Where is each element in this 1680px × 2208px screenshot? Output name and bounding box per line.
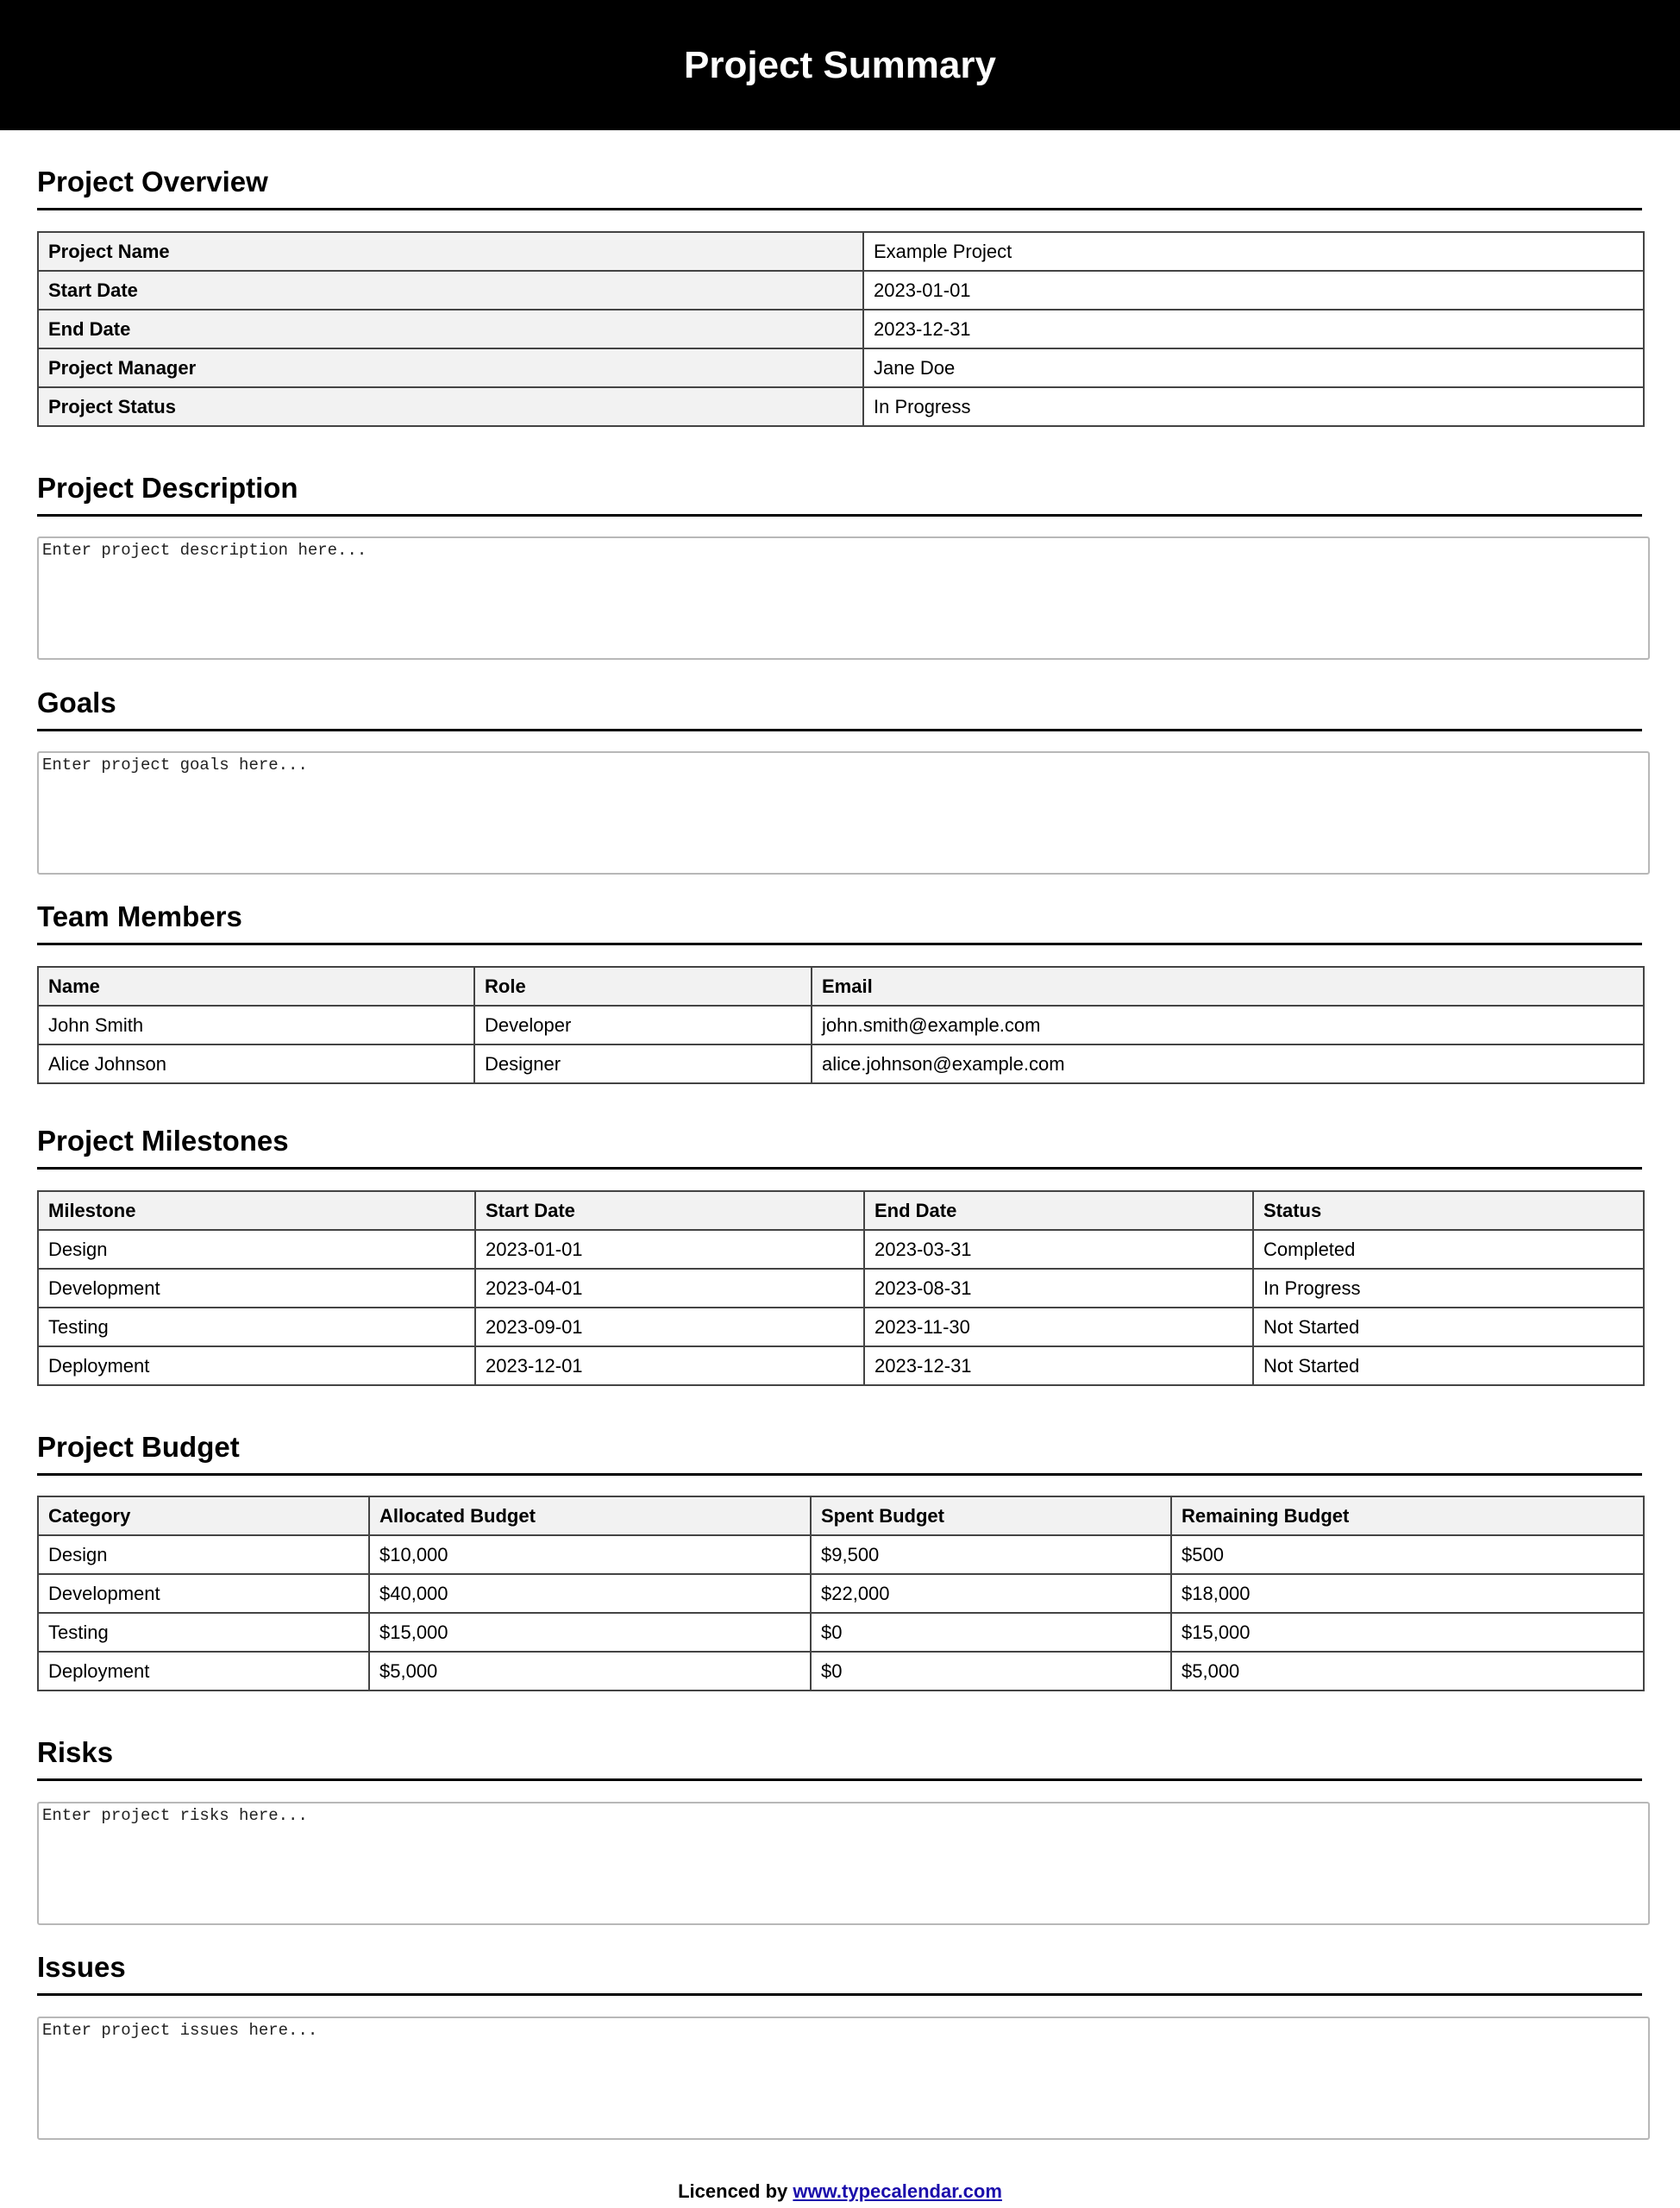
column-header: Milestone (38, 1191, 475, 1230)
table-row (38, 1574, 1644, 1613)
overview-label: Project Status (38, 387, 863, 426)
risks-textarea[interactable] (37, 1802, 1650, 1925)
table-header-row (38, 1496, 1644, 1535)
footer-link[interactable]: www.typecalendar.com (793, 2180, 1002, 2202)
column-header: End Date (864, 1191, 1253, 1230)
column-header: Email (812, 967, 1644, 1006)
member-email: alice.johnson@example.com (812, 1044, 1644, 1083)
table-row (38, 310, 1644, 348)
milestone-end: 2023-12-31 (864, 1346, 1253, 1385)
budget-spent: $9,500 (811, 1535, 1171, 1574)
milestone-start: 2023-12-01 (475, 1346, 864, 1385)
milestone-start: 2023-04-01 (475, 1269, 864, 1308)
overview-heading: Project Overview (37, 165, 1642, 210)
budget-remaining: $5,000 (1171, 1652, 1644, 1690)
budget-category: Development (38, 1574, 369, 1613)
issues-textarea[interactable] (37, 2017, 1650, 2140)
milestone-start: 2023-09-01 (475, 1308, 864, 1346)
overview-value: Jane Doe (863, 348, 1644, 387)
member-role: Developer (474, 1006, 812, 1044)
overview-label: End Date (38, 310, 863, 348)
overview-value: In Progress (863, 387, 1644, 426)
table-row (38, 1269, 1644, 1308)
column-header: Spent Budget (811, 1496, 1171, 1535)
budget-table (37, 1496, 1645, 1691)
goals-heading: Goals (37, 686, 1642, 731)
budget-allocated: $40,000 (369, 1574, 811, 1613)
budget-allocated: $10,000 (369, 1535, 811, 1574)
overview-value: 2023-12-31 (863, 310, 1644, 348)
team-heading: Team Members (37, 900, 1642, 945)
table-header-row (38, 967, 1644, 1006)
budget-heading: Project Budget (37, 1430, 1642, 1476)
budget-allocated: $15,000 (369, 1613, 811, 1652)
page-title: Project Summary (684, 43, 996, 86)
budget-remaining: $15,000 (1171, 1613, 1644, 1652)
column-header: Role (474, 967, 812, 1006)
overview-table (37, 231, 1645, 427)
table-row (38, 387, 1644, 426)
column-header: Name (38, 967, 474, 1006)
overview-value: Example Project (863, 232, 1644, 271)
milestone-name: Testing (38, 1308, 475, 1346)
overview-label: Project Manager (38, 348, 863, 387)
team-table (37, 966, 1645, 1084)
budget-category: Testing (38, 1613, 369, 1652)
milestone-status: Not Started (1253, 1308, 1644, 1346)
column-header: Status (1253, 1191, 1644, 1230)
milestone-end: 2023-08-31 (864, 1269, 1253, 1308)
footer (0, 2180, 1680, 2203)
budget-spent: $0 (811, 1652, 1171, 1690)
budget-remaining: $500 (1171, 1535, 1644, 1574)
description-heading: Project Description (37, 471, 1642, 517)
budget-category: Design (38, 1535, 369, 1574)
page-header (0, 0, 1680, 130)
table-row (38, 1613, 1644, 1652)
budget-allocated: $5,000 (369, 1652, 811, 1690)
budget-category: Deployment (38, 1652, 369, 1690)
budget-spent: $0 (811, 1613, 1171, 1652)
milestones-heading: Project Milestones (37, 1124, 1642, 1170)
table-row (38, 348, 1644, 387)
milestone-status: Not Started (1253, 1346, 1644, 1385)
member-name: Alice Johnson (38, 1044, 474, 1083)
issues-heading: Issues (37, 1950, 1642, 1996)
table-row (38, 271, 1644, 310)
member-role: Designer (474, 1044, 812, 1083)
column-header: Remaining Budget (1171, 1496, 1644, 1535)
table-row (38, 1535, 1644, 1574)
column-header: Start Date (475, 1191, 864, 1230)
milestones-table (37, 1190, 1645, 1386)
table-row (38, 1308, 1644, 1346)
member-email: john.smith@example.com (812, 1006, 1644, 1044)
goals-textarea[interactable] (37, 751, 1650, 875)
overview-label: Start Date (38, 271, 863, 310)
table-row (38, 1044, 1644, 1083)
milestone-status: In Progress (1253, 1269, 1644, 1308)
budget-spent: $22,000 (811, 1574, 1171, 1613)
footer-prefix: Licenced by (678, 2180, 793, 2202)
table-row (38, 232, 1644, 271)
risks-heading: Risks (37, 1735, 1642, 1781)
overview-value: 2023-01-01 (863, 271, 1644, 310)
table-row (38, 1006, 1644, 1044)
milestone-status: Completed (1253, 1230, 1644, 1269)
milestone-name: Design (38, 1230, 475, 1269)
column-header: Category (38, 1496, 369, 1535)
milestone-start: 2023-01-01 (475, 1230, 864, 1269)
overview-label: Project Name (38, 232, 863, 271)
milestone-name: Deployment (38, 1346, 475, 1385)
milestone-name: Development (38, 1269, 475, 1308)
table-row (38, 1652, 1644, 1690)
table-row (38, 1346, 1644, 1385)
milestone-end: 2023-11-30 (864, 1308, 1253, 1346)
column-header: Allocated Budget (369, 1496, 811, 1535)
table-header-row (38, 1191, 1644, 1230)
member-name: John Smith (38, 1006, 474, 1044)
milestone-end: 2023-03-31 (864, 1230, 1253, 1269)
table-row (38, 1230, 1644, 1269)
budget-remaining: $18,000 (1171, 1574, 1644, 1613)
description-textarea[interactable] (37, 536, 1650, 660)
